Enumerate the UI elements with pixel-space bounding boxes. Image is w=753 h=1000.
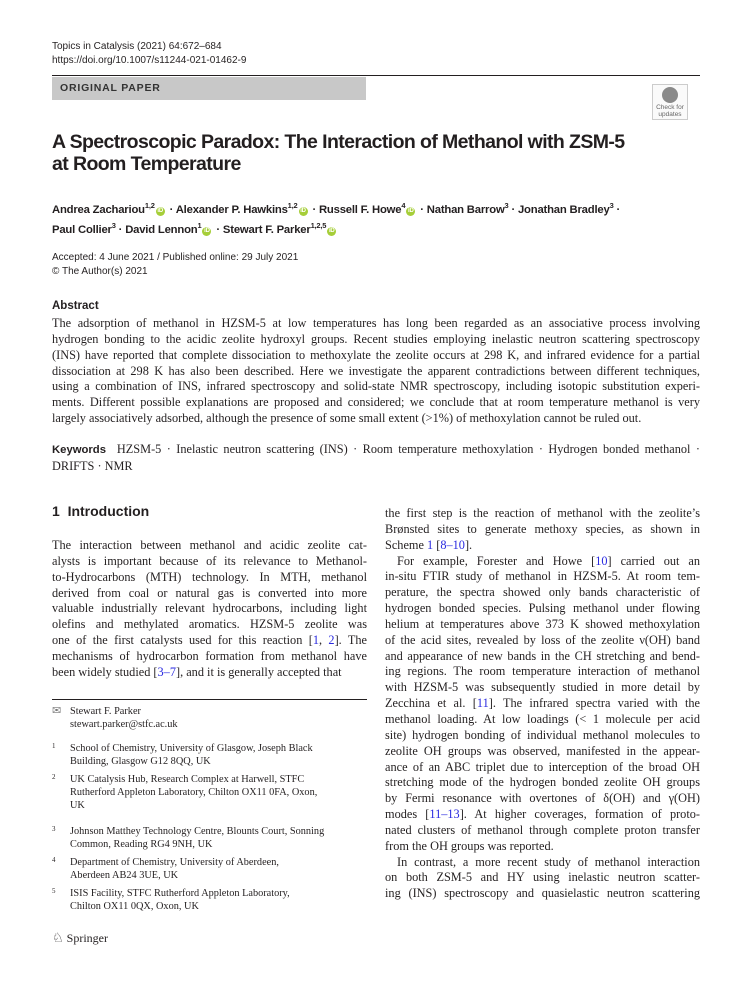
text-line: hydrogen bonding to the acidic zeolite hydroxyl groups. Recent studies employing inelastic neutron scattering spectroscopy	[52, 331, 700, 346]
author-list	[52, 198, 702, 238]
keywords-label: Keywords	[52, 444, 106, 456]
publisher-footer	[52, 930, 108, 946]
corresponding-email[interactable]: stewart.parker@stfc.ac.uk	[70, 719, 178, 730]
author-name[interactable]: Andrea Zachariou	[52, 203, 145, 216]
text-segment: ] carried out an	[607, 553, 700, 568]
text-segment: ].	[464, 537, 473, 552]
affiliation-marker: 3	[609, 201, 614, 210]
text-line	[385, 870, 700, 886]
text-line	[385, 617, 700, 633]
text-segment: mechanisms of hydrocarbon formation from methanol have	[52, 648, 367, 663]
text-segment: alysts is important because of its relevance to Methanol-	[52, 553, 367, 568]
paragraph	[385, 506, 700, 554]
citation-link[interactable]: 8–10	[440, 537, 465, 552]
citation-link[interactable]: 10	[595, 553, 608, 568]
affiliation-line: Building, Glasgow G12 8QQ, UK	[70, 756, 211, 767]
orcid-icon[interactable]: iD	[204, 227, 210, 234]
author-name[interactable]: Paul Collier	[52, 223, 112, 236]
author-separator: ·	[613, 203, 621, 216]
text-segment: ing regions. The room temperature interaction of methanol	[385, 664, 700, 679]
bookmark-icon	[662, 87, 678, 103]
text-segment: ], and it is generally accepted that	[175, 664, 342, 679]
author[interactable]	[52, 220, 116, 236]
citation-link[interactable]: 11–13	[429, 807, 460, 822]
text-line	[385, 554, 700, 570]
text-line	[385, 791, 700, 807]
text-segment: ]. The infrared spectra varied with the	[488, 696, 700, 711]
affiliation-marker: 4	[401, 201, 406, 210]
text-segment: by Fermi resonance with overtones of δ(OH) and γ(OH)	[385, 791, 700, 806]
paragraph	[385, 855, 700, 903]
citation-link[interactable]: 3–7	[157, 664, 176, 679]
text-segment: ing (INS) spectroscopy and quasielastic neutron scattering	[385, 886, 700, 901]
text-segment: site) hydrogen bonding of individual methanol molecules to	[385, 727, 700, 742]
corresponding-author: Stewart F. Parker	[70, 706, 141, 717]
body-column-right	[385, 506, 700, 902]
footnote-rule	[52, 699, 367, 700]
text-line	[385, 744, 700, 760]
author-name[interactable]: Russell F. Howe	[318, 203, 402, 216]
journal-name: Topics in Catalysis (2021) 64:672–684	[52, 41, 222, 52]
citation-link[interactable]: 2	[328, 633, 335, 648]
citation-link[interactable]: 1	[312, 633, 319, 648]
paragraph	[385, 554, 700, 855]
abstract-text	[52, 316, 700, 427]
text-line	[385, 601, 700, 617]
affiliation-line: Chilton OX11 0QX, Oxon, UK	[70, 901, 199, 912]
doi-link[interactable]: https://doi.org/10.1007/s11244-021-01462-9	[52, 55, 247, 66]
page-title	[52, 131, 652, 175]
title-line: at Room Temperature	[52, 153, 241, 175]
text-line	[52, 601, 367, 617]
section-heading	[52, 503, 149, 519]
author-separator: ·	[508, 203, 518, 216]
article-type-banner: ORIGINAL PAPER	[52, 77, 366, 100]
text-segment: on both ZSM-5 and HY using inelastic neutron scatter-	[385, 870, 700, 885]
affiliation-marker: 3	[111, 220, 116, 230]
author[interactable]	[222, 220, 338, 236]
text-line	[52, 570, 367, 586]
paragraph	[52, 538, 367, 681]
text-line: using a combination of INS, infrared spectroscopy and solid-state NMR spectroscopy, including isotopic substitution experi-	[52, 379, 700, 394]
text-line	[385, 886, 700, 902]
author-separator: ·	[309, 203, 319, 216]
springer-logo-icon: ♘	[52, 930, 64, 945]
publisher-name: Springer	[66, 931, 108, 945]
author[interactable]	[52, 201, 167, 216]
text-segment: from the OH groups was reported.	[385, 838, 554, 853]
keywords-list: DRIFTS · NMR	[52, 458, 133, 473]
text-segment: ance of an ABC triplet due to interception of the broad OH	[385, 759, 700, 774]
text-line	[385, 569, 700, 585]
text-line	[52, 633, 367, 649]
text-segment: in-situ FTIR study of methanol in HZSM-5. At room tem-	[385, 569, 700, 584]
affiliation-line: Aberdeen AB24 3UE, UK	[70, 870, 179, 881]
text-segment: methanol loading. At low loadings (< 1 molecule per acid	[385, 711, 700, 726]
text-line: (INS) have reported that complete dissociation to methoxylate the zeolite occurs at 298 K, and infrared evidence for a partial	[52, 347, 700, 362]
affiliation-number: 1	[52, 742, 56, 750]
orcid-icon[interactable]: iD	[157, 207, 163, 214]
title-line: A Spectroscopic Paradox: The Interaction of Methanol with ZSM-5	[52, 131, 625, 153]
affiliation-number: 4	[52, 856, 56, 864]
text-line	[385, 728, 700, 744]
abstract-heading: Abstract	[52, 300, 99, 312]
text-line	[52, 554, 367, 570]
text-line	[52, 665, 367, 681]
text-segment: nated clusters of methanol through complete proton transfer	[385, 822, 700, 837]
author-name[interactable]: Alexander P. Hawkins	[175, 203, 288, 216]
affiliation-number: 2	[52, 773, 56, 781]
journal-citation	[52, 40, 246, 68]
text-line	[385, 775, 700, 791]
keywords-list: HZSM-5 · Inelastic neutron scattering (INS) · Room temperature methoxylation · Hydrogen bonded methanol ·	[116, 442, 700, 456]
text-line	[385, 712, 700, 728]
text-line	[385, 855, 700, 871]
envelope-icon: ✉	[52, 705, 62, 717]
text-line	[385, 680, 700, 696]
author-separator: ·	[166, 203, 176, 216]
affiliation-marker: 3	[504, 201, 509, 210]
text-line	[52, 538, 367, 554]
text-segment: helium at temperatures above 373 K showed methoxylation	[385, 616, 700, 631]
article-dates	[52, 251, 298, 278]
text-segment: In contrast, a more recent study of methanol interaction	[397, 854, 700, 869]
affiliation-line: UK	[70, 800, 85, 811]
text-line: largely associatively adsorbed, although the presence of some small extent (>1%) of methoxylation cannot be ruled out.	[52, 411, 642, 426]
text-segment: valuable industrially relevant hydrocarbons, including light	[52, 601, 367, 616]
affiliation-number: 5	[52, 887, 56, 895]
text-segment: Zecchina et al. [	[385, 696, 477, 711]
affiliation-marker: 1,2,5	[310, 220, 327, 230]
affiliation-marker: 1,2	[287, 201, 298, 210]
text-segment: olefins and methylated aromatics. HZSM-5 zeolite was	[52, 617, 367, 632]
text-segment: Brønsted sites to generate methoxy species, as shown in	[385, 521, 700, 536]
affiliation-line: Department of Chemistry, University of Aberdeen,	[70, 857, 279, 868]
text-line	[385, 696, 700, 712]
check-for-updates-badge[interactable]	[652, 84, 688, 120]
text-line	[385, 649, 700, 665]
text-segment: the first step is the reaction of methanol with the zeolite’s	[385, 506, 700, 520]
author-separator: ·	[213, 223, 223, 236]
affiliation-marker: 1	[197, 220, 202, 230]
section-title: Introduction	[67, 503, 150, 519]
text-segment: with HZSM-5 was subsequently studied in more detail by	[385, 680, 700, 695]
affiliation-line: Common, Reading RG4 9NH, UK	[70, 839, 213, 850]
copyright: © The Author(s) 2021	[52, 265, 148, 277]
orcid-icon[interactable]: iD	[328, 227, 335, 234]
text-line	[385, 506, 700, 522]
citation-link[interactable]: 1	[427, 537, 434, 552]
orcid-icon[interactable]: iD	[300, 207, 306, 214]
affiliation-line: ISIS Facility, STFC Rutherford Appleton Laboratory,	[70, 888, 290, 899]
text-segment: derived from coal or natural gas is converted into more	[52, 585, 367, 600]
affiliation-line: Rutherford Appleton Laboratory, Chilton OX11 0FA, Oxon,	[70, 787, 318, 798]
text-segment: ]. At higher coverages, formation of proto-	[459, 807, 700, 822]
text-line	[385, 664, 700, 680]
text-line	[385, 585, 700, 601]
text-line: ments. Different possible explanations are proposed and considered; we conclude that at room temperature methanol is very	[52, 395, 700, 410]
text-segment: For example, Forester and Howe [	[397, 553, 596, 568]
text-segment: been widely studied [	[52, 664, 158, 679]
body-column-left	[52, 538, 367, 681]
orcid-icon[interactable]: iD	[408, 207, 414, 214]
text-line	[385, 522, 700, 538]
author-name[interactable]: Jonathan Bradley	[517, 203, 610, 216]
header-rule	[52, 75, 700, 76]
text-segment: The interaction between methanol and acidic zeolite cat-	[52, 538, 367, 552]
author[interactable]	[426, 201, 509, 216]
affiliation-number: 3	[52, 825, 56, 833]
author-name[interactable]: Nathan Barrow	[426, 203, 505, 216]
affiliation-line: School of Chemistry, University of Glasgow, Joseph Black	[70, 743, 313, 754]
author[interactable]	[175, 201, 310, 216]
text-segment: Scheme	[385, 537, 428, 552]
author[interactable]	[517, 201, 614, 216]
text-line	[52, 586, 367, 602]
author-separator: ·	[115, 223, 126, 236]
text-line	[385, 807, 700, 823]
affiliation-line: Johnson Matthey Technology Centre, Blounts Court, Sonning	[70, 826, 325, 837]
text-segment: hydrogen bonded species. Pulsing methanol under flowing	[385, 601, 700, 616]
author-name[interactable]: David Lennon	[125, 223, 198, 236]
accepted-date: Accepted: 4 June 2021 / Published online: 29 July 2021	[52, 252, 299, 263]
text-segment: [	[433, 537, 441, 552]
text-line	[385, 839, 700, 855]
author[interactable]	[125, 220, 213, 236]
text-segment: one of the first catalysts used for this reaction [	[52, 633, 313, 648]
abstract-paragraph	[52, 316, 700, 427]
citation-link[interactable]: 11	[476, 696, 489, 711]
text-segment: perature, the spectra showed only bands characteristic of	[385, 585, 700, 600]
section-number: 1	[52, 503, 60, 519]
text-segment: and appearance of new bands in the CH stretching and bend-	[385, 648, 700, 663]
affiliation-line: UK Catalysis Hub, Research Complex at Harwell, STFC	[70, 774, 305, 785]
text-line	[52, 649, 367, 665]
text-line: The adsorption of methanol in HZSM-5 at low temperatures has long been regarded as an associative process involving	[52, 316, 700, 330]
author-separator: ·	[417, 203, 427, 216]
text-segment: modes [	[385, 807, 430, 822]
text-segment: ,	[318, 633, 329, 648]
text-segment: zeolite OH groups was observed, manifested in the appear-	[385, 743, 700, 758]
text-line	[385, 538, 700, 554]
text-segment: stretching mode of the hydrogen bonded zeolite OH groups	[385, 775, 700, 790]
badge-text: Check for	[656, 104, 684, 111]
text-line	[385, 823, 700, 839]
author-name[interactable]: Stewart F. Parker	[222, 223, 311, 236]
text-line	[385, 760, 700, 776]
badge-text: updates	[658, 111, 682, 118]
text-line	[52, 617, 367, 633]
text-line: dissociation at 298 K has also been described. Here we investigate the apparent contradictions between different techniques,	[52, 363, 700, 378]
text-line	[385, 633, 700, 649]
affiliation-marker: 1,2	[144, 201, 155, 210]
text-segment: ]. The	[334, 633, 368, 648]
text-segment: of the acid sites, revealed by loss of the zeolite ν(OH) band	[385, 632, 700, 647]
text-segment: to-Hydrocarbons (MTH) technology. In MTH, methanol	[52, 569, 367, 584]
keywords	[52, 442, 700, 475]
author[interactable]	[318, 201, 417, 216]
